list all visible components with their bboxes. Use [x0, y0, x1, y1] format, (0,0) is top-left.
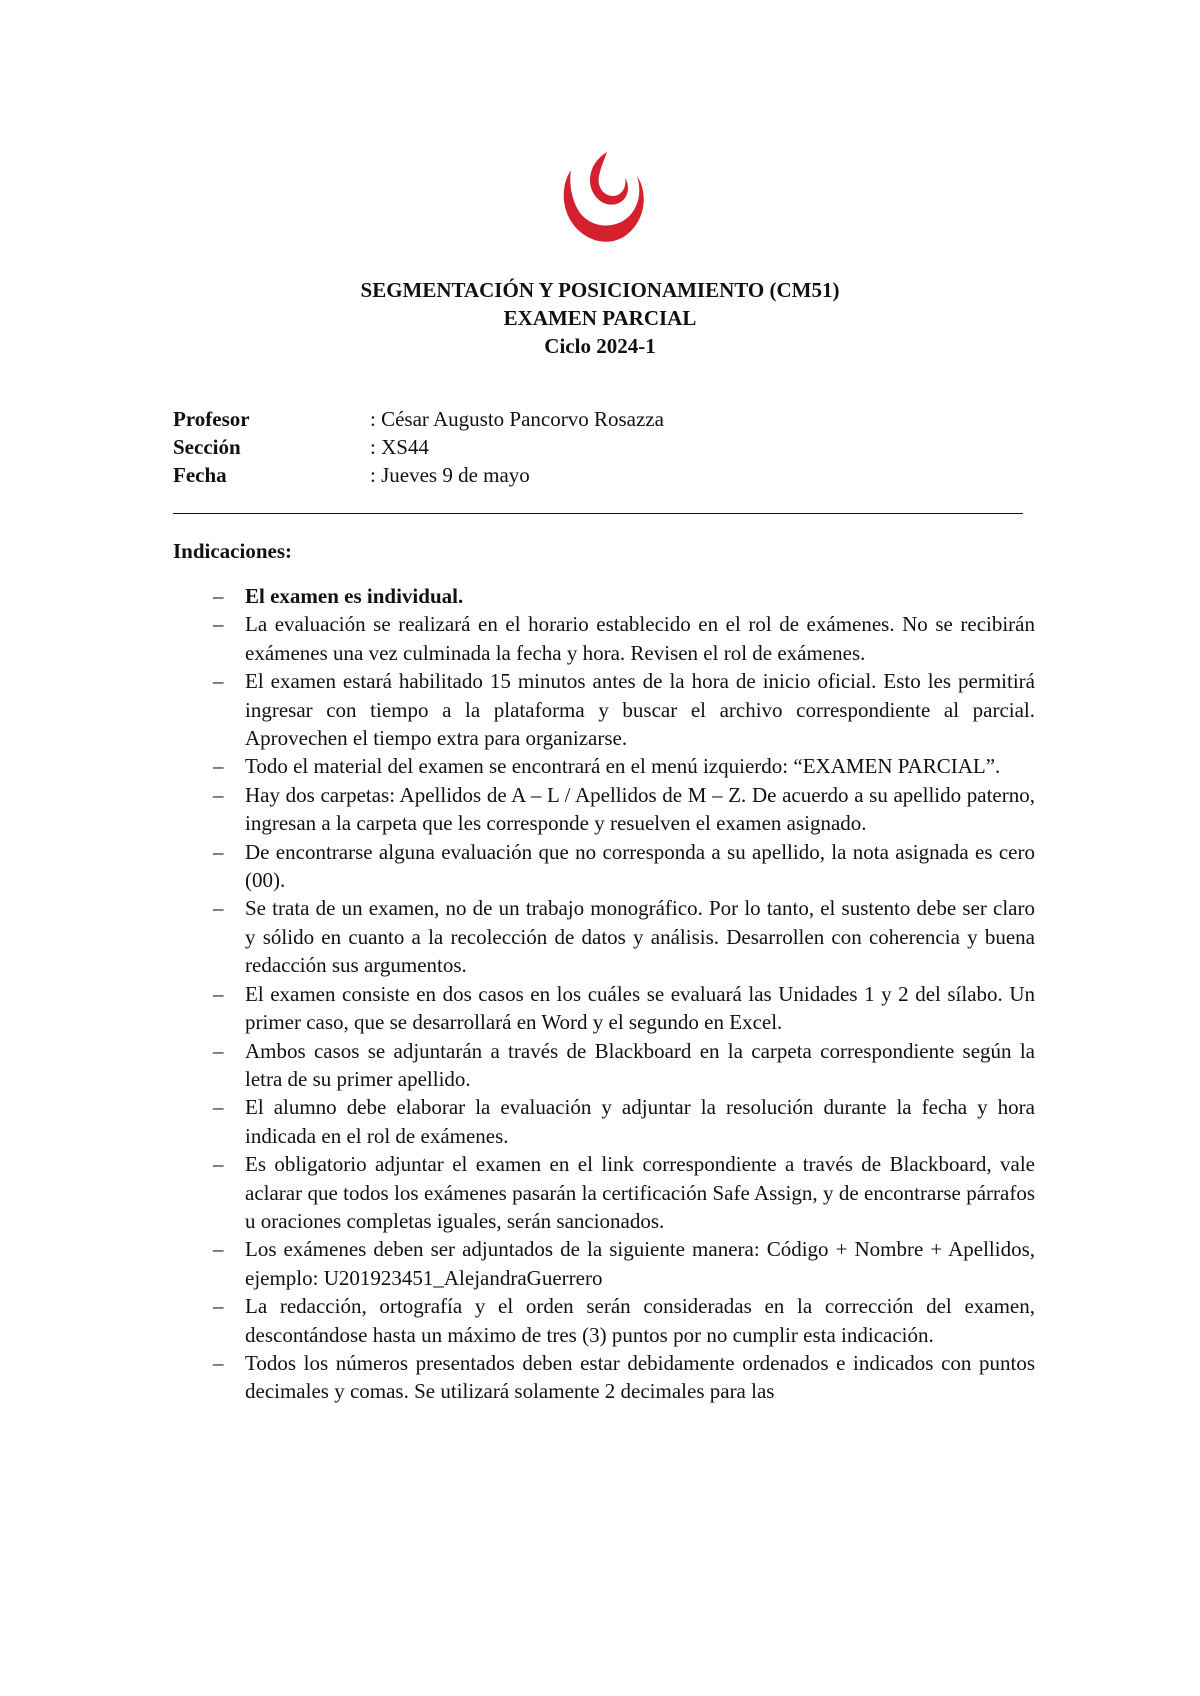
- bullet-dash: –: [213, 1038, 224, 1063]
- info-row-profesor: [173, 405, 664, 433]
- cycle-label: Ciclo 2024-1: [544, 334, 656, 358]
- bullet-dash: –: [213, 584, 224, 608]
- indications-list: [173, 582, 1035, 1406]
- list-item-text: La redacción, ortografía y el orden serán consideradas en la corrección del examen, descontándose hasta un máximo de tres (3) puntos por no cumplir esta indicación.: [245, 1294, 1035, 1347]
- exam-title: EXAMEN PARCIAL: [503, 306, 697, 330]
- info-row-fecha: [173, 461, 664, 489]
- list-item: [173, 1093, 1035, 1150]
- list-item: [173, 980, 1035, 1037]
- bullet-dash: –: [213, 839, 224, 864]
- bullet-dash: –: [213, 1294, 224, 1319]
- list-item-text: El examen estará habilitado 15 minutos antes de la hora de inicio oficial. Esto les permitirá ingresar con tiempo a la plataforma y buscar el archivo correspondiente al parcial. Aprovechen el tiempo extra para organizarse.: [245, 669, 1035, 751]
- list-item: [173, 752, 1035, 780]
- bullet-dash: –: [213, 1152, 224, 1177]
- logo-inner-swirl: [590, 152, 628, 205]
- bullet-dash: –: [213, 782, 224, 807]
- list-item-text: Se trata de un examen, no de un trabajo monográfico. Por lo tanto, el sustento debe ser claro y sólido en cuanto a la recolección de datos y análisis. Desarrollen con coherencia y buena redacción sus argumentos.: [245, 896, 1035, 978]
- indications-heading: Indicaciones:: [173, 539, 293, 563]
- info-value: : XS44: [370, 435, 429, 459]
- list-item: [173, 894, 1035, 979]
- info-value: : César Augusto Pancorvo Rosazza: [370, 407, 664, 431]
- list-item: [173, 838, 1035, 895]
- info-label: Sección: [173, 435, 241, 459]
- info-label: Fecha: [173, 463, 227, 487]
- list-item: [173, 1292, 1035, 1349]
- list-item-text: Todos los números presentados deben estar debidamente ordenados e indicados con puntos decimales y comas. Se utilizará solamente 2 decimales para las: [245, 1350, 1035, 1404]
- bullet-dash: –: [213, 669, 224, 694]
- bullet-dash: –: [213, 754, 224, 779]
- list-item: [173, 582, 1035, 610]
- bullet-dash: –: [213, 981, 224, 1006]
- course-title: SEGMENTACIÓN Y POSICIONAMIENTO (CM51): [360, 278, 840, 302]
- info-label: Profesor: [173, 407, 250, 431]
- upc-flame-logo: [557, 148, 649, 248]
- list-item-text: El examen es individual.: [245, 584, 464, 608]
- list-item-text: Todo el material del examen se encontrará en el menú izquierdo: “EXAMEN PARCIAL”.: [245, 754, 1001, 779]
- list-item-text: La evaluación se realizará en el horario establecido en el rol de exámenes. No se recibirán exámenes una vez culminada la fecha y hora. Revisen el rol de exámenes.: [245, 612, 1035, 665]
- list-item: [173, 1037, 1035, 1094]
- list-item-text: El examen consiste en dos casos en los cuáles se evaluará las Unidades 1 y 2 del sílabo. Un primer caso, que se desarrollará en Word y el segundo en Excel.: [245, 981, 1035, 1035]
- list-item-text: Hay dos carpetas: Apellidos de A – L / Apellidos de M – Z. De acuerdo a su apellido paterno, ingresan a la carpeta que les corresponde y resuelven el examen asignado.: [245, 782, 1035, 836]
- list-item: [173, 1150, 1035, 1235]
- list-item: [173, 1235, 1035, 1292]
- horizontal-divider: [173, 513, 1023, 514]
- info-row-seccion: [173, 433, 664, 461]
- list-item: [173, 1349, 1035, 1406]
- list-item-text: De encontrarse alguna evaluación que no corresponda a su apellido, la nota asignada es cero (00).: [245, 839, 1035, 893]
- bullet-dash: –: [213, 1350, 224, 1375]
- document-title-block: [0, 276, 1200, 360]
- info-value: : Jueves 9 de mayo: [370, 463, 530, 487]
- list-item: [173, 667, 1035, 752]
- bullet-dash: –: [213, 612, 224, 637]
- list-item-text: El alumno debe elaborar la evaluación y adjuntar la resolución durante la fecha y hora indicada en el rol de exámenes.: [245, 1095, 1035, 1148]
- bullet-dash: –: [213, 1237, 224, 1262]
- logo-outer-flame: [564, 170, 644, 242]
- list-item-text: Los exámenes deben ser adjuntados de la siguiente manera: Código + Nombre + Apellidos, ejemplo: U201923451_AlejandraGuerrero: [245, 1237, 1035, 1290]
- bullet-dash: –: [213, 1095, 224, 1120]
- exam-info-table: [173, 405, 664, 489]
- list-item-text: Ambos casos se adjuntarán a través de Blackboard en la carpeta correspondiente según la letra de su primer apellido.: [245, 1038, 1035, 1091]
- bullet-dash: –: [213, 896, 224, 921]
- list-item: [173, 781, 1035, 838]
- list-item-text: Es obligatorio adjuntar el examen en el link correspondiente a través de Blackboard, vale aclarar que todos los exámenes pasarán la certificación Safe Assign, y de encontrarse párrafos u oraciones completas iguales, serán sancionados.: [245, 1152, 1035, 1233]
- list-item: [173, 610, 1035, 667]
